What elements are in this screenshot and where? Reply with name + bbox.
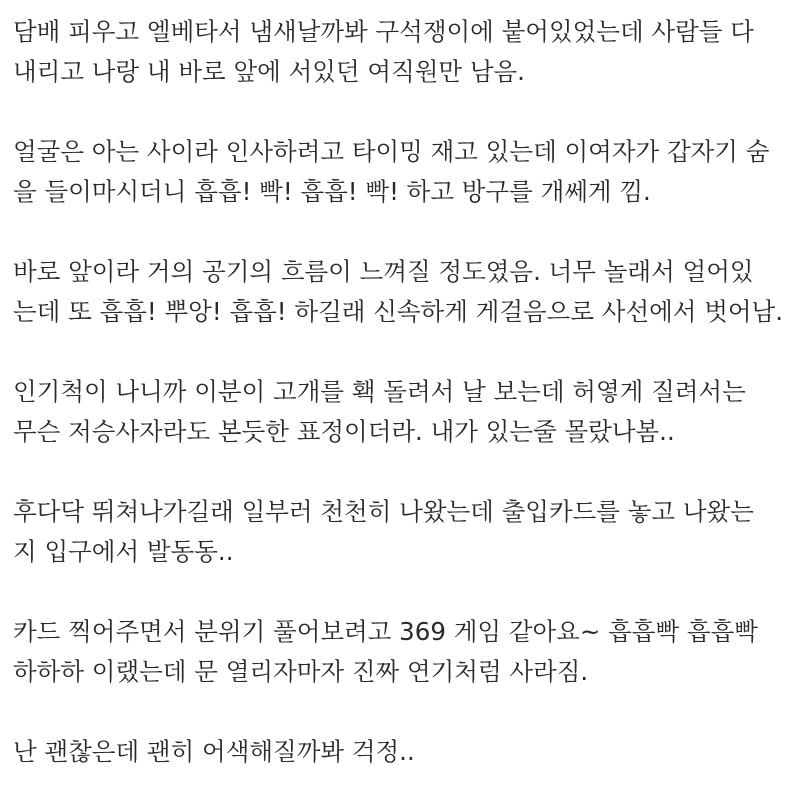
post-body	[13, 12, 793, 812]
text-line: 는데 또 흡흡! 뿌앙! 흡흡! 하길래 신속하게 게걸음으로 사선에서 벗어남.	[13, 297, 784, 326]
paragraph	[13, 372, 793, 452]
paragraph	[13, 12, 793, 92]
text-line: 지 입구에서 발동동..	[13, 537, 234, 566]
text-line: 얼굴은 아는 사이라 인사하려고 타이밍 재고 있는데 이여자가 갑자기 숨	[13, 137, 770, 166]
paragraph	[13, 732, 793, 772]
text-line: 난 괜찮은데 괜히 어색해질까봐 걱정..	[13, 737, 415, 766]
paragraph	[13, 492, 793, 572]
text-line: 내리고 나랑 내 바로 앞에 서있던 여직원만 남음.	[13, 57, 525, 86]
text-line: 후다닥 뛰쳐나가길래 일부러 천천히 나왔는데 출입카드를 놓고 나왔는	[13, 497, 754, 526]
text-line: 담배 피우고 엘베타서 냄새날까봐 구석쟁이에 붙어있었는데 사람들 다	[13, 17, 754, 46]
text-line: 인기척이 나니까 이분이 고개를 홱 돌려서 날 보는데 허옇게 질려서는	[13, 377, 746, 406]
text-line: 하하하 이랬는데 문 열리자마자 진짜 연기처럼 사라짐.	[13, 657, 589, 686]
paragraph	[13, 252, 793, 332]
text-line: 을 들이마시더니 흡흡! 빡! 흡흡! 빡! 하고 방구를 개쎄게 낌.	[13, 177, 651, 206]
paragraph	[13, 132, 793, 212]
text-line: 무슨 저승사자라도 본듯한 표정이더라. 내가 있는줄 몰랐나봄..	[13, 417, 675, 446]
paragraph	[13, 612, 793, 692]
text-line: 카드 찍어주면서 분위기 풀어보려고 369 게임 같아요~ 흡흡빡 흡흡빡	[13, 617, 758, 646]
text-line: 바로 앞이라 거의 공기의 흐름이 느껴질 정도였음. 너무 놀래서 얼어있	[13, 257, 754, 286]
